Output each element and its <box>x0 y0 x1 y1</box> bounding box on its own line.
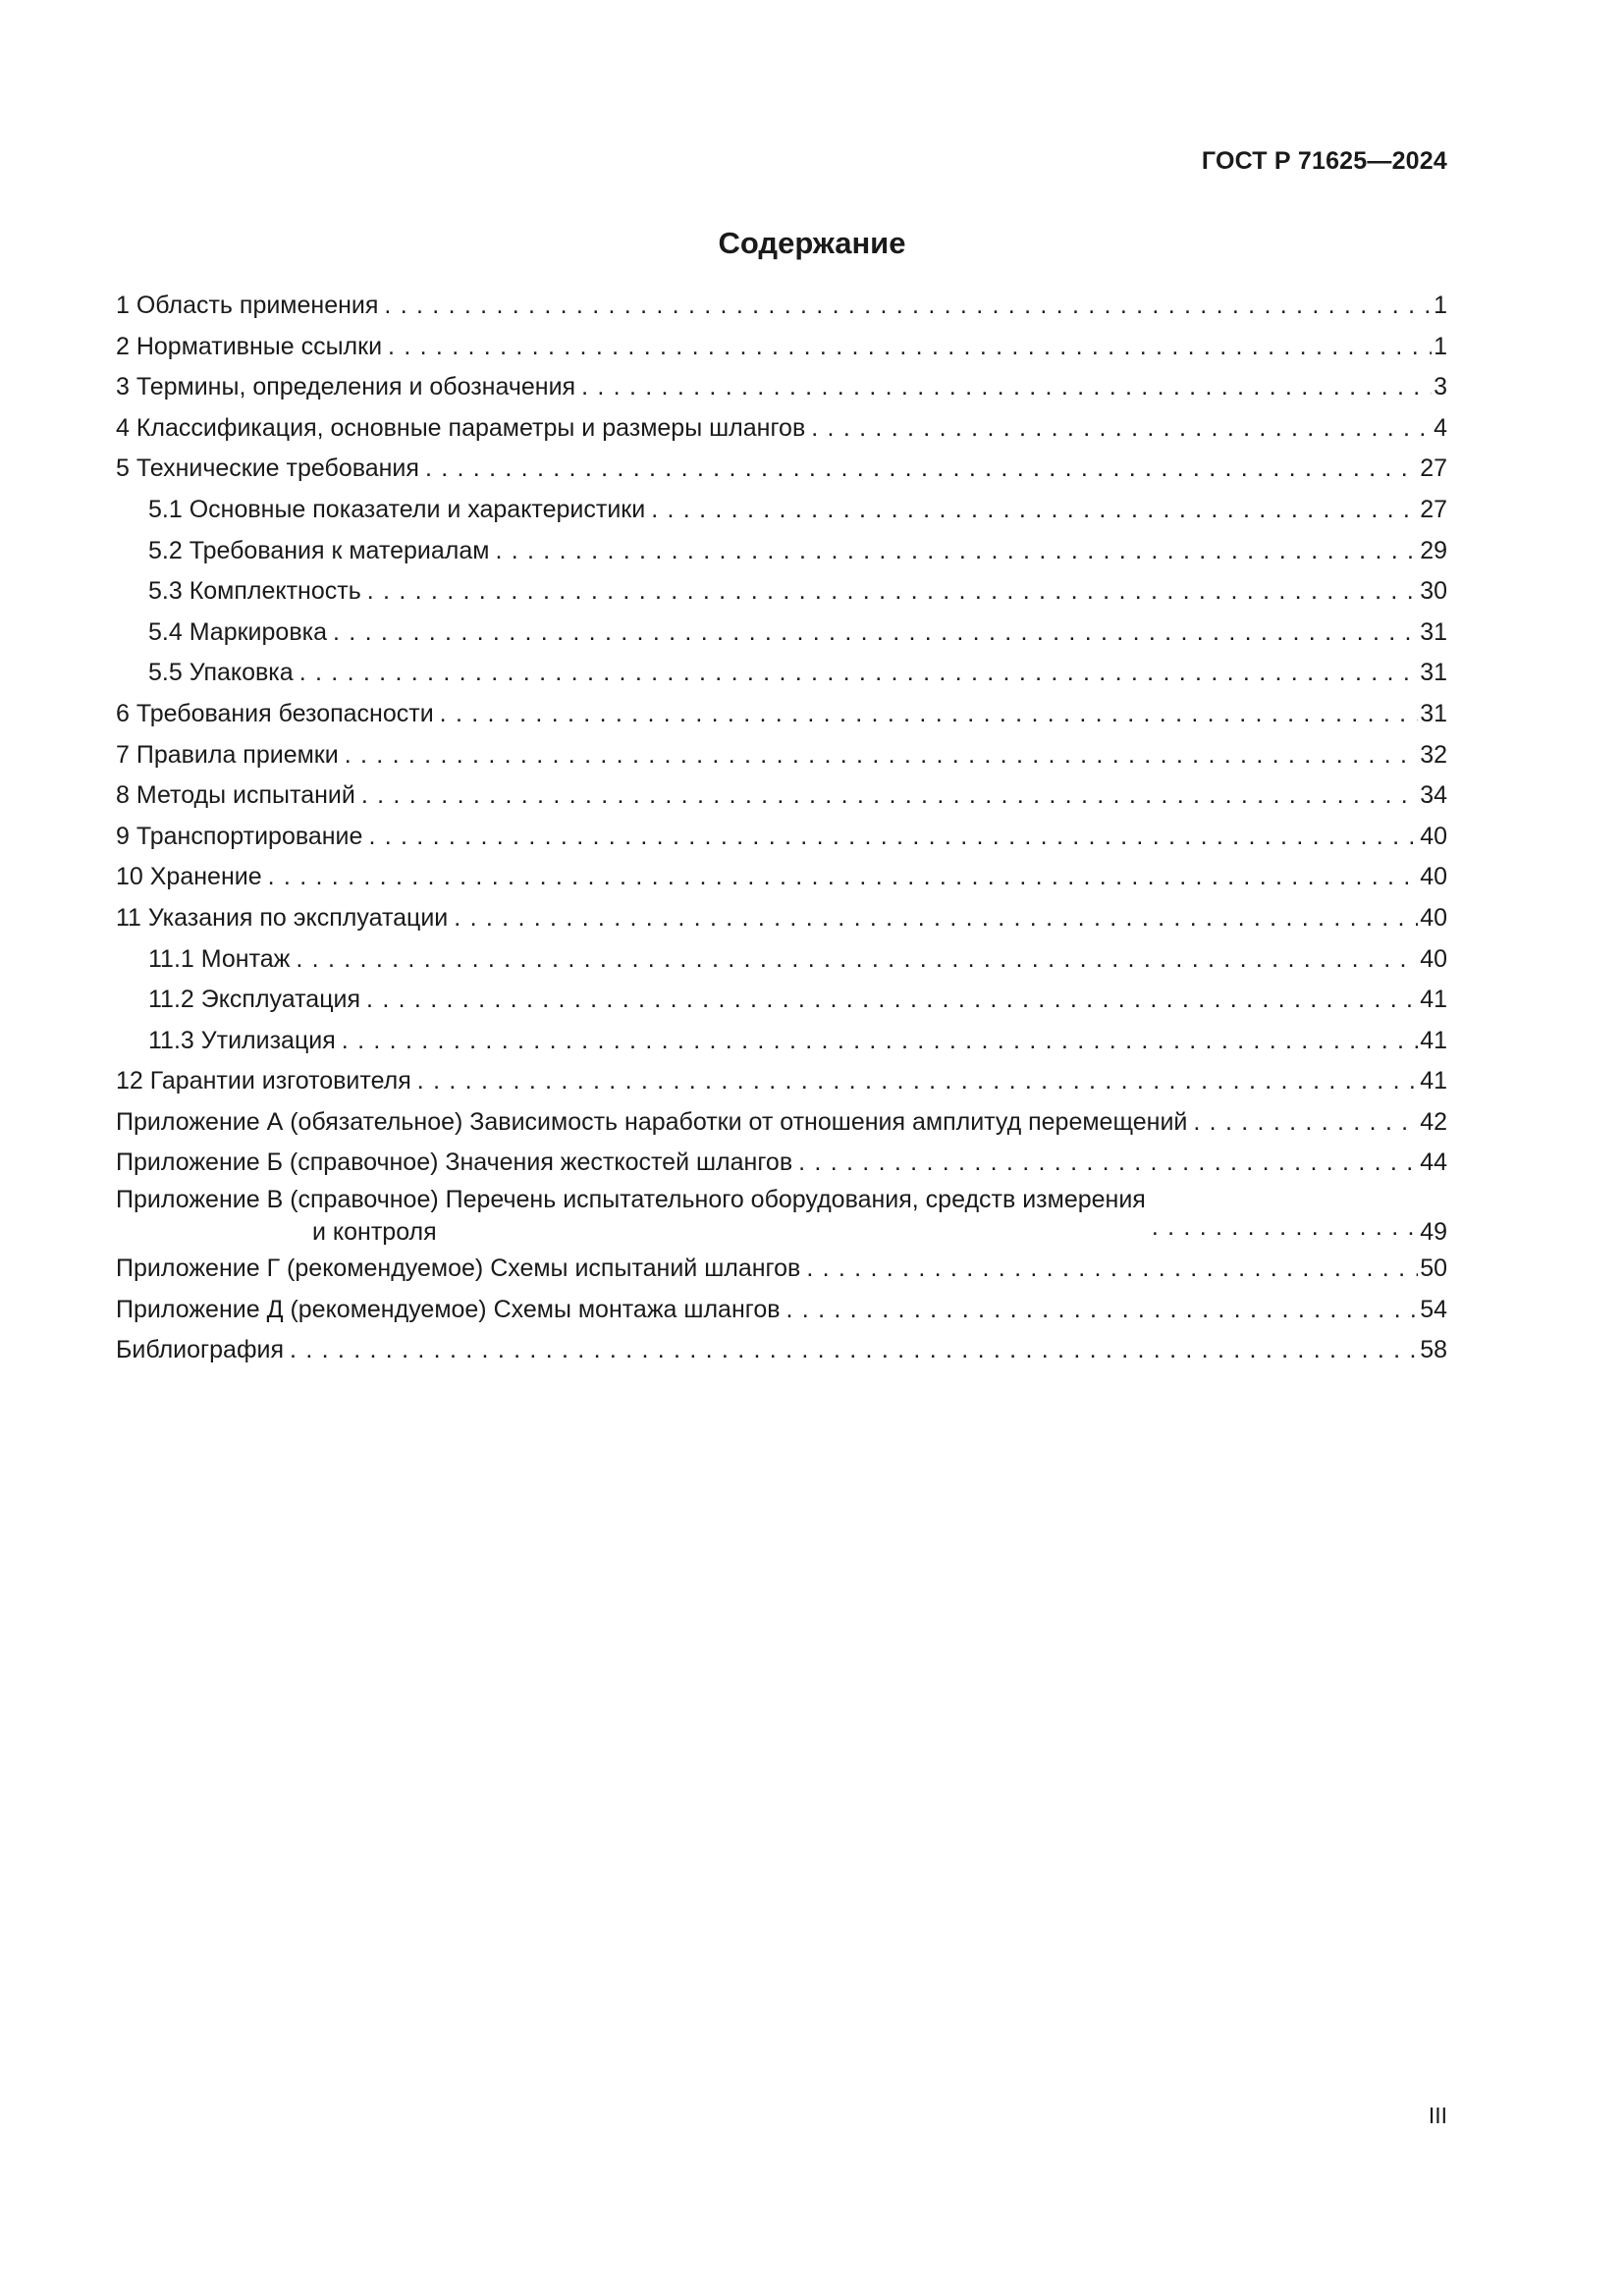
toc-entry-page: 30 <box>1420 577 1447 606</box>
dot-leader <box>1189 1102 1418 1144</box>
toc-entry-label: 5.4 Маркировка <box>148 617 327 646</box>
toc-entry-label: 1 Область применения <box>116 292 379 319</box>
table-of-contents <box>116 286 1447 1371</box>
toc-entry-label-line2: и контроля <box>312 1218 437 1247</box>
dot-leader <box>338 1021 1418 1062</box>
toc-entry-label: Приложение Б (справочное) Значения жесткостей шлангов <box>116 1148 793 1177</box>
toc-entry-page: 41 <box>1420 1067 1447 1095</box>
page-number: III <box>1428 2103 1447 2128</box>
toc-entry-label: 11.1 Монтаж <box>148 944 291 973</box>
dot-leader <box>794 1143 1418 1184</box>
toc-entry-page: 58 <box>1420 1336 1447 1364</box>
toc-entry-label: 8 Методы испытаний <box>116 781 355 810</box>
toc-entry-page: 27 <box>1420 495 1447 523</box>
toc-entry-5-2[interactable] <box>116 531 1447 572</box>
toc-entry-label: 11.3 Утилизация <box>148 1026 336 1054</box>
toc-entry-label: 5 Технические требования <box>116 454 419 483</box>
toc-entry-operation-instructions[interactable] <box>116 898 1447 939</box>
dot-leader <box>341 735 1418 776</box>
dot-leader <box>292 939 1418 981</box>
dot-leader <box>380 286 1432 327</box>
toc-entry-label-line1: Приложение В (справочное) Перечень испытательного оборудования, средств измерения <box>116 1186 1146 1214</box>
toc-entry-label: 7 Правила приемки <box>116 740 339 769</box>
toc-entry-storage[interactable] <box>116 857 1447 898</box>
toc-entry-page: 31 <box>1420 699 1447 727</box>
toc-entry-page: 3 <box>1434 373 1447 401</box>
toc-entry-label: Приложение Г (рекомендуемое) Схемы испытаний шлангов <box>116 1255 801 1283</box>
toc-entry-label: Приложение Д (рекомендуемое) Схемы монтажа шлангов <box>116 1295 781 1323</box>
toc-entry-bibliography[interactable] <box>116 1330 1447 1371</box>
dot-leader <box>363 571 1418 613</box>
toc-entry-scope[interactable] <box>116 286 1447 327</box>
toc-entry-classification[interactable] <box>116 408 1447 450</box>
dot-leader <box>296 653 1418 694</box>
toc-entry-appendix-d[interactable] <box>116 1290 1447 1331</box>
toc-entry-page: 40 <box>1420 822 1447 850</box>
toc-entry-label: 9 Транспортирование <box>116 822 363 850</box>
toc-entry-page: 41 <box>1420 986 1447 1014</box>
toc-entry-5-3[interactable] <box>116 571 1447 613</box>
dot-leader <box>264 857 1419 898</box>
toc-entry-page: 40 <box>1420 944 1447 973</box>
toc-entry-page: 34 <box>1420 781 1447 810</box>
toc-entry-page: 31 <box>1420 659 1447 687</box>
toc-entry-5-5[interactable] <box>116 653 1447 694</box>
dot-leader <box>1148 1216 1418 1249</box>
toc-entry-label: 12 Гарантии изготовителя <box>116 1067 411 1095</box>
toc-entry-label: 5.1 Основные показатели и характеристики <box>148 495 646 523</box>
dot-leader <box>413 1061 1418 1102</box>
toc-entry-page: 41 <box>1420 1026 1447 1054</box>
toc-entry-appendix-a[interactable] <box>116 1102 1447 1144</box>
toc-entry-test-methods[interactable] <box>116 775 1447 817</box>
toc-entry-page: 29 <box>1420 536 1447 564</box>
toc-entry-11-3[interactable] <box>116 1021 1447 1062</box>
toc-entry-11-2[interactable] <box>116 980 1447 1021</box>
toc-entry-page: 50 <box>1420 1255 1447 1283</box>
toc-entry-page: 40 <box>1420 863 1447 891</box>
toc-entry-page: 42 <box>1420 1107 1447 1136</box>
toc-entry-normative-references[interactable] <box>116 327 1447 368</box>
toc-entry-safety[interactable] <box>116 694 1447 735</box>
toc-entry-label: 5.2 Требования к материалам <box>148 536 490 564</box>
toc-entry-label: 6 Требования безопасности <box>116 699 434 727</box>
toc-entry-page: 49 <box>1420 1218 1447 1247</box>
dot-leader <box>491 531 1418 572</box>
toc-entry-terms[interactable] <box>116 367 1447 408</box>
toc-entry-11-1[interactable] <box>116 939 1447 981</box>
dot-leader <box>364 817 1418 858</box>
toc-title: Содержание <box>718 226 906 260</box>
toc-entry-5-4[interactable] <box>116 613 1447 654</box>
dot-leader <box>783 1290 1419 1331</box>
toc-entry-label: Библиография <box>116 1336 285 1364</box>
dot-leader <box>802 1249 1418 1290</box>
toc-entry-appendix-b[interactable] <box>116 1143 1447 1184</box>
toc-entry-label: 11.2 Эксплуатация <box>148 986 361 1014</box>
toc-entry-page: 40 <box>1420 903 1447 932</box>
toc-entry-page: 54 <box>1420 1295 1447 1323</box>
toc-entry-label: Приложение А (обязательное) Зависимость наработки от отношения амплитуд перемещений <box>116 1107 1188 1136</box>
dot-leader <box>329 613 1418 654</box>
toc-entry-page: 27 <box>1420 454 1447 483</box>
toc-entry-page: 44 <box>1420 1148 1447 1177</box>
toc-entry-label: 2 Нормативные ссылки <box>116 332 383 360</box>
document-designation: ГОСТ Р 71625—2024 <box>1201 147 1447 175</box>
toc-entry-label: 4 Классификация, основные параметры и размеры шлангов <box>116 413 806 442</box>
toc-entry-appendix-v[interactable] <box>116 1184 1447 1249</box>
toc-entry-page: 31 <box>1420 617 1447 646</box>
dot-leader <box>577 367 1432 408</box>
toc-entry-technical-requirements[interactable] <box>116 449 1447 490</box>
dot-leader <box>647 490 1418 531</box>
toc-entry-appendix-g[interactable] <box>116 1249 1447 1290</box>
dot-leader <box>450 898 1418 939</box>
toc-entry-label: 3 Термины, определения и обозначения <box>116 373 576 401</box>
dot-leader <box>421 449 1418 490</box>
dot-leader <box>286 1330 1418 1371</box>
toc-entry-label: 5.3 Комплектность <box>148 577 361 606</box>
dot-leader <box>436 694 1419 735</box>
toc-entry-label: 5.5 Упаковка <box>148 659 294 687</box>
toc-entry-5-1[interactable] <box>116 490 1447 531</box>
toc-entry-page: 32 <box>1420 740 1447 769</box>
toc-entry-acceptance[interactable] <box>116 735 1447 776</box>
toc-entry-page: 4 <box>1434 413 1447 442</box>
toc-entry-label: 11 Указания по эксплуатации <box>116 903 449 932</box>
toc-entry-transportation[interactable] <box>116 817 1447 858</box>
toc-entry-warranty[interactable] <box>116 1061 1447 1102</box>
toc-entry-label <box>116 1184 1146 1249</box>
dot-leader <box>807 408 1432 450</box>
toc-entry-page: 1 <box>1434 332 1447 360</box>
dot-leader <box>384 327 1432 368</box>
dot-leader <box>362 980 1418 1021</box>
dot-leader <box>357 775 1418 817</box>
toc-entry-page: 1 <box>1434 292 1447 319</box>
toc-entry-label: 10 Хранение <box>116 863 262 891</box>
